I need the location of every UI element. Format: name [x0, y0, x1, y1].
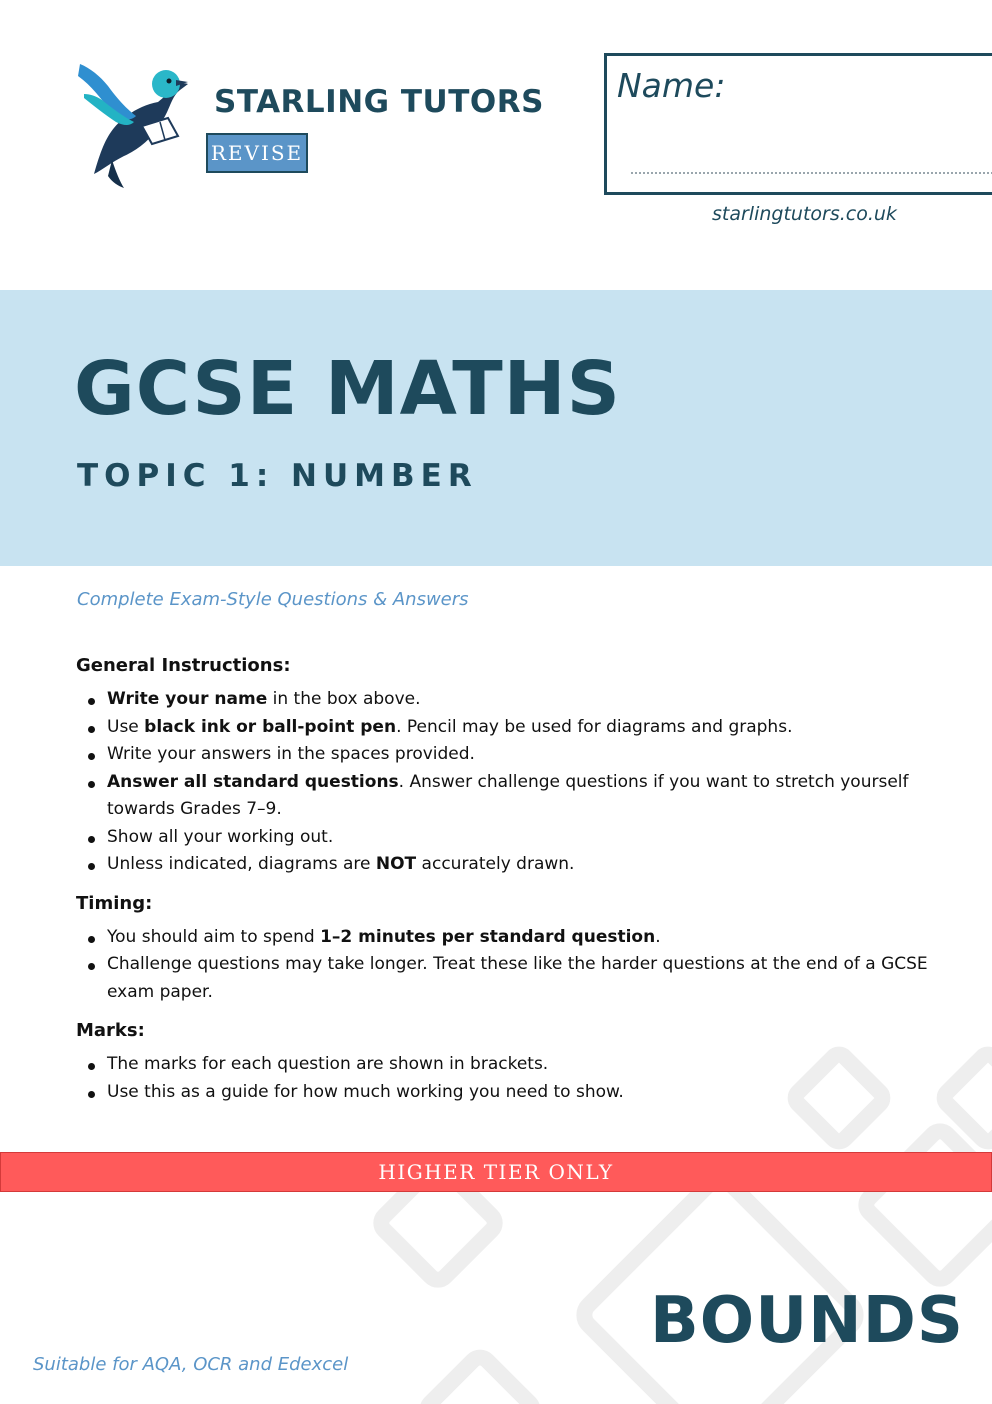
- text: Use: [107, 716, 145, 737]
- title-banner: [0, 290, 992, 566]
- text: You should aim to spend: [107, 926, 321, 947]
- section-heading: General Instructions:: [76, 655, 291, 676]
- section-heading: Timing:: [76, 892, 153, 914]
- brand-tag: REVISE: [206, 133, 308, 173]
- text: in the box above.: [267, 689, 421, 709]
- instruction-item: [76, 824, 946, 852]
- bold-text: Write your name: [107, 689, 268, 709]
- text: Use this as a guide for how much working you need to show.: [107, 1081, 624, 1102]
- name-entry-box[interactable]: [604, 53, 992, 195]
- bold-text: NOT: [375, 854, 417, 874]
- timing-section: [76, 893, 946, 1007]
- text: .: [655, 926, 661, 947]
- instruction-list: [76, 686, 946, 879]
- instruction-item: [76, 1079, 946, 1107]
- brand-name: STARLING TUTORS: [214, 84, 544, 120]
- instruction-item: [76, 851, 946, 879]
- topic-name: BOUNDS: [650, 1284, 964, 1358]
- text: Write your answers in the spaces provided.: [107, 744, 475, 764]
- subtitle: Complete Exam-Style Questions & Answers: [77, 589, 469, 610]
- instruction-item: [76, 714, 946, 742]
- instruction-item: [76, 686, 946, 714]
- name-label: Name:: [617, 66, 726, 105]
- instruction-item: [76, 924, 946, 952]
- instruction-item: [76, 769, 946, 824]
- tier-badge: HIGHER TIER ONLY: [0, 1152, 992, 1192]
- instructions: [76, 655, 946, 1120]
- instruction-item: [76, 1051, 946, 1079]
- section-heading: Marks:: [76, 1020, 145, 1041]
- instruction-item: [76, 741, 946, 769]
- instructions-section: [76, 655, 946, 879]
- bold-text: 1–2 minutes per standard question: [320, 926, 656, 947]
- instruction-list: [76, 1051, 946, 1106]
- instruction-item: [76, 951, 946, 1006]
- topic-title: TOPIC 1: NUMBER: [77, 458, 478, 494]
- bold-text: black ink or ball-point pen: [144, 716, 397, 737]
- text: . Pencil may be used for diagrams and graphs.: [396, 716, 793, 737]
- website-link[interactable]: starlingtutors.co.uk: [712, 203, 897, 225]
- text: The marks for each question are shown in brackets.: [107, 1054, 549, 1074]
- text: . Answer challenge questions if you want to stretch yourself towards Grades 7–9.: [107, 771, 909, 819]
- marks-section: [76, 1020, 946, 1106]
- page-title: GCSE MATHS: [74, 346, 621, 432]
- text: Challenge questions may take longer. Treat these like the harder questions at the end of a GCSE exam paper.: [107, 954, 928, 1002]
- exam-boards-note: Suitable for AQA, OCR and Edexcel: [33, 1354, 349, 1375]
- text: Unless indicated, diagrams are: [107, 854, 376, 874]
- starling-logo-icon: [72, 56, 192, 196]
- name-writing-line: [631, 172, 992, 174]
- text: accurately drawn.: [416, 854, 575, 874]
- text: Show all your working out.: [107, 826, 334, 847]
- instruction-list: [76, 924, 946, 1007]
- bold-text: Answer all standard questions: [107, 771, 399, 792]
